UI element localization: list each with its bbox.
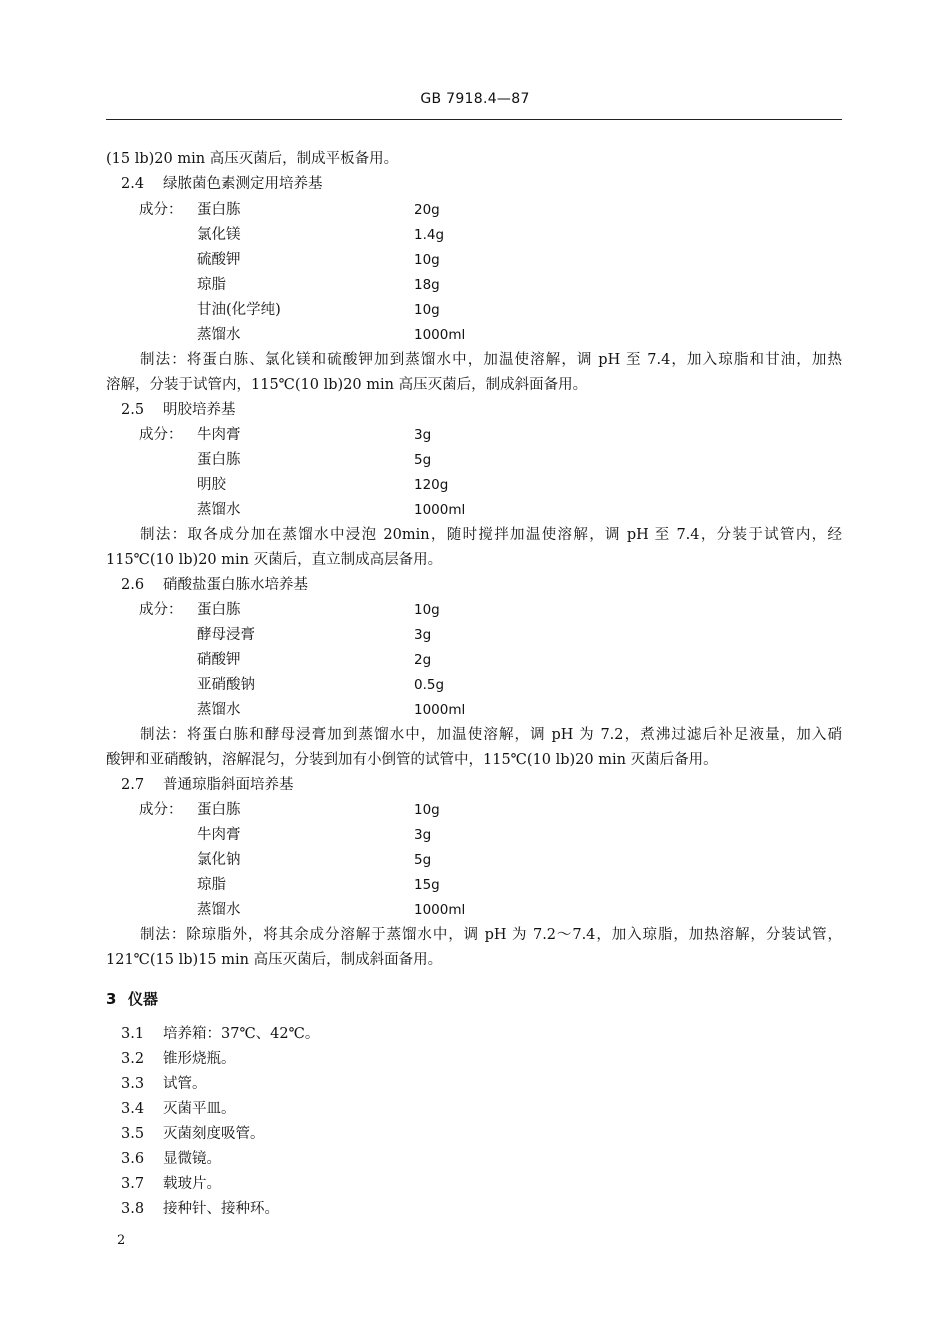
ingredients-label: 成分：	[139, 602, 183, 618]
ingredient-amount: 18g	[414, 277, 440, 293]
method-line: 121℃(15 lb)15 min 高压灭菌后，制成斜面备用。	[106, 952, 443, 968]
ingredient-name: 硝酸钾	[197, 652, 241, 668]
section-heading	[121, 576, 308, 594]
instrument-item	[121, 1100, 236, 1118]
ingredient-amount: 5g	[414, 852, 432, 868]
ingredient-name: 氯化镁	[197, 227, 241, 243]
section-heading	[121, 776, 294, 794]
ingredient-amount: 2g	[414, 652, 432, 668]
method-line: 制法：将蛋白胨、氯化镁和硫酸钾加到蒸馏水中，加温使溶解，调 pH 至 7.4，加入琼脂和甘油，加热	[140, 352, 842, 368]
instrument-item	[121, 1175, 221, 1193]
ingredient-amount: 10g	[414, 302, 440, 318]
ingredients-label: 成分：	[139, 802, 183, 818]
ingredient-amount: 5g	[414, 452, 432, 468]
ingredient-amount: 1000ml	[414, 502, 466, 518]
chapter-title: 仪器	[128, 990, 159, 1008]
ingredient-name: 蛋白胨	[197, 802, 241, 818]
ingredient-name: 蒸馏水	[197, 702, 241, 718]
ingredient-amount: 0.5g	[414, 677, 445, 693]
item-number: 3.6	[121, 1151, 145, 1167]
ingredient-name: 牛肉膏	[197, 827, 241, 843]
ingredient-name: 琼脂	[197, 277, 226, 293]
instrument-item	[121, 1075, 207, 1093]
instrument-item	[121, 1025, 319, 1043]
section-number: 2.6	[121, 577, 145, 593]
section-number: 2.4	[121, 176, 145, 192]
item-number: 3.7	[121, 1176, 145, 1192]
method-line: 制法：除琼脂外，将其余成分溶解于蒸馏水中，调 pH 为 7.2～7.4，加入琼脂，加热溶解，分装试管，	[140, 927, 842, 943]
ingredient-amount: 1000ml	[414, 702, 466, 718]
ingredient-name: 蛋白胨	[197, 602, 241, 618]
ingredient-name: 蒸馏水	[197, 902, 241, 918]
ingredient-name: 蒸馏水	[197, 502, 241, 518]
item-text: 灭菌平皿。	[163, 1101, 236, 1117]
instrument-item	[121, 1050, 236, 1068]
ingredient-amount: 15g	[414, 877, 440, 893]
item-text: 培养箱：37℃、42℃。	[163, 1026, 320, 1042]
item-text: 接种针、接种环。	[163, 1201, 279, 1217]
ingredient-name: 酵母浸膏	[197, 627, 255, 643]
ingredient-name: 蛋白胨	[197, 202, 241, 218]
ingredient-amount: 10g	[414, 602, 440, 618]
method-line: 制法：取各成分加在蒸馏水中浸泡 20min，随时搅拌加温使溶解，调 pH 至 7.4，分装于试管内，经	[140, 527, 842, 543]
section-title: 绿脓菌色素测定用培养基	[163, 176, 323, 192]
section-heading	[121, 401, 236, 419]
chapter-heading	[106, 988, 158, 1009]
method-line: 115℃(10 lb)20 min 灭菌后，直立制成高层备用。	[106, 552, 443, 568]
ingredient-name: 蛋白胨	[197, 452, 241, 468]
item-text: 灭菌刻度吸管。	[163, 1126, 265, 1142]
section-number: 2.7	[121, 777, 145, 793]
ingredient-amount: 1.4g	[414, 227, 445, 243]
ingredient-amount: 1000ml	[414, 902, 466, 918]
ingredient-name: 琼脂	[197, 877, 226, 893]
section-title: 明胶培养基	[163, 402, 236, 418]
section-heading	[121, 175, 323, 193]
intro-line: (15 lb)20 min 高压灭菌后，制成平板备用。	[106, 151, 399, 167]
item-text: 显微镜。	[163, 1151, 221, 1167]
section-title: 硝酸盐蛋白胨水培养基	[163, 577, 308, 593]
ingredients-label: 成分：	[139, 427, 183, 443]
ingredient-name: 牛肉膏	[197, 427, 241, 443]
ingredient-name: 明胶	[197, 477, 226, 493]
item-text: 锥形烧瓶。	[163, 1051, 236, 1067]
instrument-item	[121, 1125, 265, 1143]
item-number: 3.8	[121, 1201, 145, 1217]
ingredient-amount: 1000ml	[414, 327, 466, 343]
item-number: 3.4	[121, 1101, 145, 1117]
method-line: 溶解，分装于试管内，115℃(10 lb)20 min 高压灭菌后，制成斜面备用。	[106, 377, 588, 393]
ingredient-name: 硫酸钾	[197, 252, 241, 268]
ingredient-name: 亚硝酸钠	[197, 677, 255, 693]
ingredient-name: 氯化钠	[197, 852, 241, 868]
ingredient-name: 蒸馏水	[197, 327, 241, 343]
instrument-item	[121, 1150, 221, 1168]
ingredient-amount: 120g	[414, 477, 449, 493]
item-number: 3.5	[121, 1126, 145, 1142]
ingredient-amount: 10g	[414, 802, 440, 818]
method-line: 酸钾和亚硝酸钠，溶解混匀，分装到加有小倒管的试管中，115℃(10 lb)20 min 灭菌后备用。	[106, 752, 718, 768]
header-rule	[106, 119, 842, 120]
method-line: 制法：将蛋白胨和酵母浸膏加到蒸馏水中，加温使溶解，调 pH 为 7.2，煮沸过滤后补足液量，加入硝	[140, 727, 842, 743]
ingredient-amount: 3g	[414, 827, 432, 843]
page-number: 2	[117, 1233, 126, 1248]
ingredient-amount: 3g	[414, 427, 432, 443]
ingredient-amount: 20g	[414, 202, 440, 218]
ingredient-name: 甘油(化学纯)	[197, 302, 281, 318]
item-number: 3.2	[121, 1051, 145, 1067]
chapter-number: 3	[106, 990, 117, 1008]
section-title: 普通琼脂斜面培养基	[163, 777, 294, 793]
ingredient-amount: 10g	[414, 252, 440, 268]
item-number: 3.3	[121, 1076, 145, 1092]
item-text: 试管。	[163, 1076, 207, 1092]
ingredient-amount: 3g	[414, 627, 432, 643]
section-number: 2.5	[121, 402, 145, 418]
instrument-item	[121, 1200, 279, 1218]
item-text: 载玻片。	[163, 1176, 221, 1192]
document-code: GB 7918.4—87	[420, 91, 530, 107]
ingredients-label: 成分：	[139, 202, 183, 218]
item-number: 3.1	[121, 1026, 145, 1042]
